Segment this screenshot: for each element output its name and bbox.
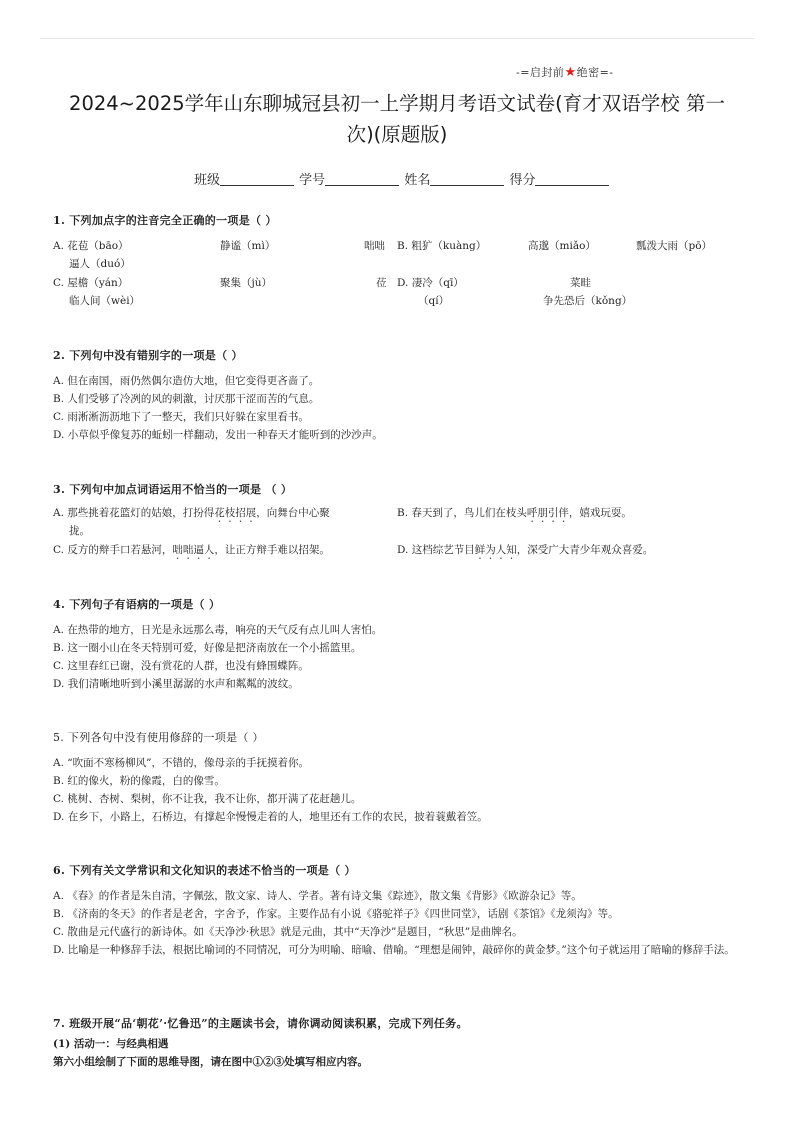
question-5 bbox=[53, 729, 753, 826]
q4-option-b: B. 这一圈小山在冬天特别可爱，好像是把济南放在一个小摇篮里。 bbox=[53, 642, 362, 654]
q6-option-d: D. 比喻是一种修辞手法，根据比喻词的不同情况，可分为明喻、暗喻、借喻。“理想是闹钟，敲碎你的黄金梦。”这个句子就运用了暗喻的修辞手法。 bbox=[53, 944, 735, 956]
q3-option-d-text2: ，深受广大青少年观众喜爱。 bbox=[516, 544, 654, 556]
class-blank[interactable] bbox=[220, 173, 294, 186]
star-icon: ★ bbox=[564, 65, 577, 80]
student-info-row bbox=[194, 169, 610, 188]
q2-option-d: D. 小草似乎像复苏的蚯蚓一样翻动，发出一种春天才能听到的沙沙声。 bbox=[53, 429, 383, 441]
title-line-2: 次)(原题版) bbox=[346, 123, 448, 146]
q2-option-b: B. 人们受够了冷冽的风的刺激，讨厌那干涩而苦的气息。 bbox=[53, 393, 320, 405]
question-6-stem: 6. 下列有关文学常识和文化知识的表述不恰当的一项是（ ） bbox=[53, 864, 356, 877]
q3-option-b bbox=[397, 505, 632, 525]
question-3-stem: 3. 下列句中加点词语运用不恰当的一项是 （ ） bbox=[53, 483, 293, 496]
title-line-1: 2024~2025学年山东聊城冠县初一上学期月考语文试卷(育才双语学校 第一 bbox=[69, 92, 725, 115]
q3-option-a-text1: A. 那些挑着花篮灯的姑娘，打扮得 bbox=[53, 507, 215, 519]
q3-option-a-text3: 拢。 bbox=[69, 525, 90, 537]
name-label: 姓名 bbox=[404, 173, 431, 188]
q6-option-b: B. 《济南的冬天》的作者是老舍，字舍予，作家。主要作品有小说《骆驼祥子》《四世同堂》，话剧《茶馆》《龙须沟》等。 bbox=[53, 908, 619, 920]
q3-option-c-text1: C. 反方的辩手口若悬河， bbox=[53, 544, 173, 556]
q3-option-d bbox=[397, 542, 653, 562]
q1-option-c-part2: 聚集（jù） bbox=[220, 277, 273, 289]
q6-option-a: A. 《春》的作者是朱自清，字佩弦，散文家、诗人、学者。著有诗文集《踪迹》，散文集《背影》《欧游杂记》等。 bbox=[53, 890, 582, 902]
question-1-stem: 1. 下列加点字的注音完全正确的一项是（ ） bbox=[53, 214, 277, 227]
score-label: 得分 bbox=[509, 173, 536, 188]
header-rule bbox=[40, 38, 754, 39]
q1-option-a-part1: A. 花苞（bāo） bbox=[53, 240, 129, 252]
q3-option-c-text2: ，让正方辩手难以招架。 bbox=[214, 544, 330, 556]
q5-option-b: B. 红的像火，粉的像霞，白的像雪。 bbox=[53, 775, 225, 787]
q3-option-b-dotted: 呼朋引伴 bbox=[526, 507, 569, 519]
q1-option-d-part2: 菜畦 bbox=[570, 277, 591, 289]
q3-option-d-text1: D. 这档综艺节目 bbox=[397, 544, 475, 556]
q1-option-a-part4: 逼人（duó） bbox=[69, 258, 131, 270]
q1-option-a-part3: 咄咄 bbox=[364, 240, 385, 252]
q3-option-b-text2: ，嬉戏玩耍。 bbox=[568, 507, 632, 519]
q4-option-d: D. 我们清晰地听到小溪里潺潺的水声和粼粼的波纹。 bbox=[53, 678, 299, 690]
question-7-stem: 7. 班级开展“品‘朝花’·忆鲁迅”的主题读书会，请你调动阅读积累，完成下列任务。 bbox=[53, 1017, 468, 1030]
q1-option-c-part4: 临人间（wèi） bbox=[69, 295, 141, 307]
q3-option-a-text2: ，向舞台中心聚 bbox=[256, 507, 330, 519]
id-label: 学号 bbox=[299, 173, 326, 188]
question-4-stem: 4. 下列句子有语病的一项是（ ） bbox=[53, 598, 221, 611]
confidential-right: 绝密=- bbox=[576, 66, 614, 79]
question-5-stem: 5. 下列各句中没有使用修辞的一项是（ ） bbox=[53, 731, 264, 744]
score-blank[interactable] bbox=[535, 173, 609, 186]
q4-option-c: C. 这里春红已谢，没有赏花的人群，也没有蜂围蝶阵。 bbox=[53, 660, 309, 672]
q1-option-c-part1: C. 屋檐（yán） bbox=[53, 277, 129, 289]
q1-option-d-part1: D. 凄冷（qī） bbox=[397, 277, 464, 289]
question-2 bbox=[53, 347, 753, 444]
q3-option-a-dotted: 花枝招展 bbox=[214, 507, 257, 519]
q7-activity-1: (1) 活动一：与经典相遇 bbox=[53, 1038, 169, 1050]
q1-option-b-part3: 瓢泼大雨（pō） bbox=[636, 240, 713, 252]
question-4 bbox=[53, 596, 753, 693]
q1-option-a-part2: 静谧（mì） bbox=[220, 240, 276, 252]
q3-option-d-dotted: 鲜为人知 bbox=[474, 544, 517, 556]
q2-option-c: C. 雨淅淅沥沥地下了一整天，我们只好躲在家里看书。 bbox=[53, 411, 309, 423]
q1-option-b-part1: B. 粗犷（kuàng） bbox=[397, 240, 487, 252]
q2-option-a: A. 但在南国，雨仍然偶尔造仿大地，但它变得更吝啬了。 bbox=[53, 375, 320, 387]
q4-option-a: A. 在热带的地方，日光是永远那么毒，响亮的天气反有点儿叫人害怕。 bbox=[53, 624, 383, 636]
q5-option-a: A. “吹面不寒杨柳风”，不错的，像母亲的手抚摸着你。 bbox=[53, 757, 309, 769]
class-label: 班级 bbox=[194, 173, 221, 188]
question-7 bbox=[53, 1015, 753, 1071]
q6-option-c: C. 散曲是元代盛行的新诗体。如《天净沙·秋思》就是元曲，其中“天净沙”是题目，“秋思”是曲牌名。 bbox=[53, 926, 523, 938]
q1-option-b-part2: 高邈（miǎo） bbox=[528, 240, 596, 252]
q1-option-d-part4: 争先恐后（kǒng） bbox=[543, 295, 633, 307]
q5-option-c: C. 桃树、杏树、梨树，你不让我，我不让你，都开满了花赶趟儿。 bbox=[53, 793, 362, 805]
q5-option-d: D. 在乡下，小路上，石桥边，有撑起伞慢慢走着的人，地里还有工作的农民，披着蓑戴着笠。 bbox=[53, 811, 488, 823]
confidential-mark bbox=[516, 64, 614, 80]
q1-option-c-part3: 莅 bbox=[376, 277, 387, 289]
confidential-left: -=启封前 bbox=[516, 66, 565, 79]
q3-option-b-text1: B. 春天到了，鸟儿们在枝头 bbox=[397, 507, 527, 519]
question-2-stem: 2. 下列句中没有错别字的一项是（ ） bbox=[53, 349, 243, 362]
id-blank[interactable] bbox=[325, 173, 399, 186]
q3-option-c-dotted: 咄咄逼人 bbox=[172, 544, 215, 556]
question-1 bbox=[53, 212, 753, 237]
question-6 bbox=[53, 862, 743, 959]
name-blank[interactable] bbox=[430, 173, 504, 186]
question-3 bbox=[53, 481, 753, 506]
q3-option-c bbox=[53, 542, 330, 562]
q7-instruction: 第六小组绘制了下面的思维导图，请在图中①②③处填写相应内容。 bbox=[53, 1056, 368, 1068]
page-title bbox=[30, 88, 764, 150]
q3-option-a bbox=[53, 505, 330, 525]
q1-option-d-part3: （qí） bbox=[418, 295, 450, 307]
